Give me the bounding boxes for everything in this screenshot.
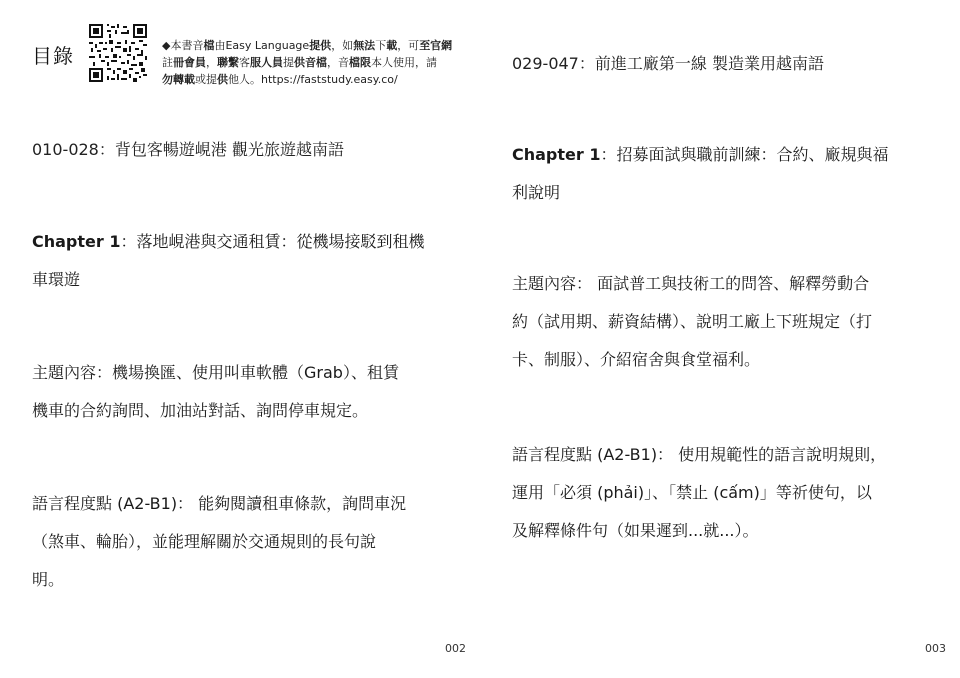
theme-content: 主題內容： 面試普工與技術工的問答、解釋勞動合 約（試用期、薪資結構）、說明工廠上下班規定（打 卡、制服）、介紹宿舍與食堂福利。 [512, 274, 873, 369]
theme-content: 主題內容：機場換匯、使用叫車軟體（Grab）、租賃 機車的合約詢問、加油站對話、詢問停車規定。 [32, 363, 399, 420]
page-number: 003 [925, 642, 946, 655]
range-heading: 029-047：前進工廠第一線 製造業用越南語 [512, 54, 824, 73]
language-level: 語言程度點 (A2-B1)： 能夠閱讀租車條款，詢問車況 （煞車、輪胎），並能理解關於交通規則的長句說 明。 [32, 494, 407, 589]
range-heading: 010-028：背包客暢遊峴港 觀光旅遊越南語 [32, 140, 344, 159]
language-level: 語言程度點 (A2-B1)： 使用規範性的語言說明規則， 運用「必須 (phải)」、「禁止 (cấm)」等祈使句，以 及解釋條件句（如果遲到...就...）。 [512, 445, 887, 540]
chapter-label: Chapter 1 [512, 145, 601, 164]
audio-notice: ◆本書音檔由Easy Language提供，如無法下載，可至官網 註冊會員，聯繫客服人員提供音檔，音檔限本人使用，請 勿轉載或提供他人。https://faststudy.easy.co/ [162, 39, 453, 86]
right-page [480, 0, 960, 678]
chapter-title: Chapter 1：落地峴港與交通租賃：從機場接駁到租機 車環遊 [32, 232, 425, 289]
chapter-label: Chapter 1 [32, 232, 121, 251]
chapter-title: Chapter 1：招募面試與職前訓練：合約、廠規與福 利說明 [512, 145, 889, 202]
toc-title: 目錄 [32, 44, 74, 68]
page-number: 002 [445, 642, 466, 655]
qr-code-icon [89, 24, 147, 82]
